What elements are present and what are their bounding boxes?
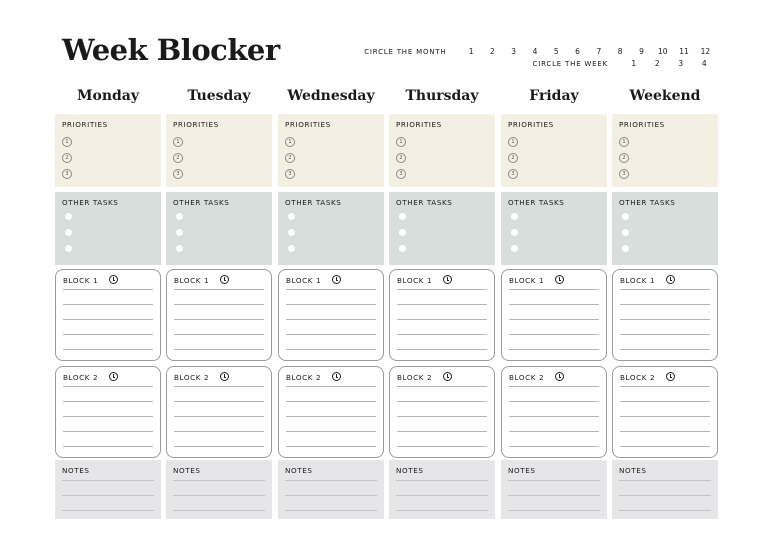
day-column-monday (55, 86, 161, 475)
writing-line[interactable] (174, 416, 264, 417)
circle-the-week-label: CIRCLE THE WEEK (532, 59, 608, 68)
writing-line[interactable] (397, 349, 487, 350)
notes-label: NOTES (396, 466, 424, 475)
writing-line[interactable] (286, 304, 376, 305)
writing-line[interactable] (286, 431, 376, 432)
clock-icon (555, 275, 564, 284)
writing-line[interactable] (174, 334, 264, 335)
writing-line[interactable] (620, 319, 710, 320)
writing-line[interactable] (63, 431, 153, 432)
writing-line[interactable] (174, 431, 264, 432)
task-bullet[interactable] (288, 229, 295, 236)
writing-line[interactable] (63, 386, 153, 387)
writing-line[interactable] (63, 349, 153, 350)
writing-line[interactable] (396, 495, 488, 496)
writing-line[interactable] (509, 401, 599, 402)
writing-line[interactable] (174, 446, 264, 447)
writing-line[interactable] (396, 480, 488, 481)
block-1-section[interactable] (166, 269, 272, 361)
block-1-label (397, 276, 432, 285)
priority-number-1[interactable]: 1 (508, 137, 518, 147)
day-column-thursday (389, 86, 495, 475)
task-bullet[interactable] (176, 245, 183, 252)
writing-line[interactable] (173, 510, 265, 511)
other-tasks-section (389, 192, 495, 265)
month-number-9[interactable]: 9 (639, 47, 644, 56)
block-2-text: BLOCK 2 (509, 373, 545, 382)
writing-line[interactable] (396, 510, 488, 511)
block-1-label (286, 276, 321, 285)
day-column-wednesday (278, 86, 384, 475)
clock-icon (332, 372, 341, 381)
writing-line[interactable] (285, 495, 377, 496)
writing-line[interactable] (286, 334, 376, 335)
priorities-section (166, 114, 272, 187)
clock-icon (666, 372, 675, 381)
writing-line[interactable] (397, 289, 487, 290)
priorities-section (278, 114, 384, 187)
task-bullet[interactable] (622, 229, 629, 236)
notes-section (278, 460, 384, 519)
block-1-section[interactable] (55, 269, 161, 361)
block-1-label (509, 276, 544, 285)
priorities-section (501, 114, 607, 187)
page-title: Week Blocker (62, 33, 280, 67)
writing-line[interactable] (286, 416, 376, 417)
block-1-label (620, 276, 655, 285)
block-1-text: BLOCK 1 (286, 276, 322, 285)
priorities-label: PRIORITIES (619, 120, 665, 129)
block-2-label (509, 373, 544, 382)
writing-line[interactable] (509, 304, 599, 305)
writing-line[interactable] (286, 401, 376, 402)
clock-icon (220, 372, 229, 381)
task-bullet[interactable] (622, 213, 629, 220)
writing-line[interactable] (286, 289, 376, 290)
block-1-text: BLOCK 1 (509, 276, 545, 285)
day-name-wednesday: Wednesday (287, 88, 375, 104)
writing-line[interactable] (620, 349, 710, 350)
writing-line[interactable] (397, 431, 487, 432)
writing-line[interactable] (63, 334, 153, 335)
block-2-section[interactable] (166, 366, 272, 458)
writing-line[interactable] (285, 480, 377, 481)
priorities-section (55, 114, 161, 187)
task-bullet[interactable] (511, 213, 518, 220)
writing-line[interactable] (63, 304, 153, 305)
writing-line[interactable] (397, 386, 487, 387)
writing-line[interactable] (62, 480, 154, 481)
priority-number-2[interactable]: 2 (508, 153, 518, 163)
writing-line[interactable] (174, 401, 264, 402)
block-1-section[interactable] (612, 269, 718, 361)
writing-line[interactable] (174, 349, 264, 350)
task-bullet[interactable] (65, 229, 72, 236)
clock-icon (443, 275, 452, 284)
notes-section (501, 460, 607, 519)
month-number-2[interactable]: 2 (489, 47, 495, 56)
writing-line[interactable] (174, 386, 264, 387)
notes-label: NOTES (173, 466, 201, 475)
other-tasks-section (55, 192, 161, 265)
other-tasks-label: OTHER TASKS (508, 198, 565, 207)
writing-line[interactable] (397, 319, 487, 320)
clock-icon (443, 372, 452, 381)
priority-number-3[interactable]: 3 (285, 169, 295, 179)
block-2-label (286, 373, 321, 382)
block-2-label (620, 373, 655, 382)
day-name-thursday: Thursday (405, 88, 479, 104)
writing-line[interactable] (397, 416, 487, 417)
writing-line[interactable] (620, 401, 710, 402)
month-number-1[interactable]: 1 (468, 47, 474, 56)
day-name-friday: Friday (529, 88, 579, 104)
block-2-section[interactable] (612, 366, 718, 458)
notes-section (55, 460, 161, 519)
week-number-2[interactable]: 2 (654, 59, 660, 68)
priority-number-1[interactable]: 1 (285, 137, 295, 147)
writing-line[interactable] (620, 386, 710, 387)
priorities-label: PRIORITIES (508, 120, 554, 129)
clock-icon (666, 275, 675, 284)
writing-line[interactable] (174, 304, 264, 305)
priorities-label: PRIORITIES (62, 120, 108, 129)
writing-line[interactable] (397, 446, 487, 447)
month-number-6[interactable]: 6 (575, 47, 580, 56)
block-2-text: BLOCK 2 (620, 373, 656, 382)
writing-line[interactable] (620, 431, 710, 432)
writing-line[interactable] (619, 510, 711, 511)
priority-number-1[interactable]: 1 (396, 137, 406, 147)
block-2-text: BLOCK 2 (286, 373, 322, 382)
week-number-1[interactable]: 1 (631, 59, 637, 68)
task-bullet[interactable] (622, 245, 629, 252)
notes-section (389, 460, 495, 519)
other-tasks-label: OTHER TASKS (396, 198, 453, 207)
other-tasks-label: OTHER TASKS (62, 198, 119, 207)
task-bullet[interactable] (511, 245, 518, 252)
notes-label: NOTES (285, 466, 313, 475)
writing-line[interactable] (508, 510, 600, 511)
writing-line[interactable] (397, 304, 487, 305)
block-2-section[interactable] (55, 366, 161, 458)
other-tasks-section (278, 192, 384, 265)
priority-number-2[interactable]: 2 (396, 153, 406, 163)
writing-line[interactable] (620, 304, 710, 305)
other-tasks-label: OTHER TASKS (173, 198, 230, 207)
task-bullet[interactable] (511, 229, 518, 236)
day-column-tuesday (166, 86, 272, 475)
priority-number-1[interactable]: 1 (62, 137, 72, 147)
task-bullet[interactable] (288, 213, 295, 220)
writing-line[interactable] (620, 289, 710, 290)
priority-number-3[interactable]: 3 (173, 169, 183, 179)
writing-line[interactable] (619, 480, 711, 481)
writing-line[interactable] (620, 416, 710, 417)
clock-icon (109, 275, 118, 284)
block-2-text: BLOCK 2 (174, 373, 210, 382)
block-1-text: BLOCK 1 (174, 276, 210, 285)
task-bullet[interactable] (399, 213, 406, 220)
day-name-weekend: Weekend (629, 88, 701, 104)
block-1-text: BLOCK 1 (63, 276, 99, 285)
writing-line[interactable] (286, 319, 376, 320)
block-1-label (174, 276, 209, 285)
notes-label: NOTES (62, 466, 90, 475)
writing-line[interactable] (509, 289, 599, 290)
month-number-7[interactable]: 7 (596, 47, 602, 56)
day-name-tuesday: Tuesday (187, 88, 251, 104)
writing-line[interactable] (285, 510, 377, 511)
task-bullet[interactable] (399, 245, 406, 252)
week-number-4[interactable]: 4 (701, 59, 707, 68)
writing-line[interactable] (509, 319, 599, 320)
other-tasks-section (612, 192, 718, 265)
priority-number-2[interactable]: 2 (285, 153, 295, 163)
task-bullet[interactable] (288, 245, 295, 252)
block-2-text: BLOCK 2 (63, 373, 99, 382)
priority-number-2[interactable]: 2 (173, 153, 183, 163)
other-tasks-label: OTHER TASKS (619, 198, 676, 207)
task-bullet[interactable] (65, 213, 72, 220)
writing-line[interactable] (397, 401, 487, 402)
day-column-weekend (612, 86, 718, 475)
notes-section (612, 460, 718, 519)
priority-number-3[interactable]: 3 (396, 169, 406, 179)
priorities-label: PRIORITIES (396, 120, 442, 129)
writing-line[interactable] (508, 495, 600, 496)
block-2-section[interactable] (278, 366, 384, 458)
block-2-label (174, 373, 209, 382)
writing-line[interactable] (619, 495, 711, 496)
notes-label: NOTES (619, 466, 647, 475)
writing-line[interactable] (286, 446, 376, 447)
other-tasks-section (166, 192, 272, 265)
month-number-5[interactable]: 5 (553, 47, 559, 56)
notes-section (166, 460, 272, 519)
writing-line[interactable] (509, 416, 599, 417)
week-number-3[interactable]: 3 (678, 59, 684, 68)
writing-line[interactable] (63, 401, 153, 402)
block-2-text: BLOCK 2 (397, 373, 433, 382)
month-number-3[interactable]: 3 (511, 47, 517, 56)
block-1-text: BLOCK 1 (620, 276, 656, 285)
clock-icon (220, 275, 229, 284)
block-1-section[interactable] (278, 269, 384, 361)
priority-number-3[interactable]: 3 (619, 169, 629, 179)
writing-line[interactable] (286, 349, 376, 350)
notes-label: NOTES (508, 466, 536, 475)
writing-line[interactable] (173, 495, 265, 496)
writing-line[interactable] (509, 349, 599, 350)
circle-the-month (364, 47, 716, 56)
writing-line[interactable] (174, 289, 264, 290)
writing-line[interactable] (509, 386, 599, 387)
writing-line[interactable] (173, 480, 265, 481)
month-number-12[interactable]: 12 (700, 47, 711, 56)
block-2-section[interactable] (389, 366, 495, 458)
writing-line[interactable] (509, 431, 599, 432)
task-bullet[interactable] (176, 229, 183, 236)
month-number-8[interactable]: 8 (617, 47, 623, 56)
writing-line[interactable] (63, 446, 153, 447)
writing-line[interactable] (62, 510, 154, 511)
priorities-label: PRIORITIES (285, 120, 331, 129)
writing-line[interactable] (62, 495, 154, 496)
priority-number-2[interactable]: 2 (619, 153, 629, 163)
writing-line[interactable] (397, 334, 487, 335)
other-tasks-label: OTHER TASKS (285, 198, 342, 207)
writing-line[interactable] (63, 319, 153, 320)
block-2-label (63, 373, 98, 382)
other-tasks-section (501, 192, 607, 265)
task-bullet[interactable] (65, 245, 72, 252)
priorities-section (612, 114, 718, 187)
clock-icon (332, 275, 341, 284)
block-1-label (63, 276, 98, 285)
priorities-label: PRIORITIES (173, 120, 219, 129)
writing-line[interactable] (620, 334, 710, 335)
month-number-4[interactable]: 4 (532, 47, 538, 56)
priority-number-1[interactable]: 1 (619, 137, 629, 147)
block-1-section[interactable] (501, 269, 607, 361)
task-bullet[interactable] (176, 213, 183, 220)
task-bullet[interactable] (399, 229, 406, 236)
writing-line[interactable] (174, 319, 264, 320)
block-2-section[interactable] (501, 366, 607, 458)
day-name-monday: Monday (76, 88, 139, 104)
circle-the-month-label: CIRCLE THE MONTH (364, 47, 447, 56)
writing-line[interactable] (508, 480, 600, 481)
month-number-10[interactable]: 10 (657, 47, 668, 56)
circle-the-week (533, 59, 716, 68)
writing-line[interactable] (63, 416, 153, 417)
block-2-label (397, 373, 432, 382)
writing-line[interactable] (286, 386, 376, 387)
priority-number-3[interactable]: 3 (62, 169, 72, 179)
clock-icon (555, 372, 564, 381)
priorities-section (389, 114, 495, 187)
priority-number-1[interactable]: 1 (173, 137, 183, 147)
priority-number-2[interactable]: 2 (62, 153, 72, 163)
writing-line[interactable] (63, 289, 153, 290)
block-1-text: BLOCK 1 (397, 276, 433, 285)
block-1-section[interactable] (389, 269, 495, 361)
day-column-friday (501, 86, 607, 475)
writing-line[interactable] (509, 334, 599, 335)
writing-line[interactable] (620, 446, 710, 447)
writing-line[interactable] (509, 446, 599, 447)
clock-icon (109, 372, 118, 381)
priority-number-3[interactable]: 3 (508, 169, 518, 179)
month-number-11[interactable]: 11 (679, 47, 689, 56)
